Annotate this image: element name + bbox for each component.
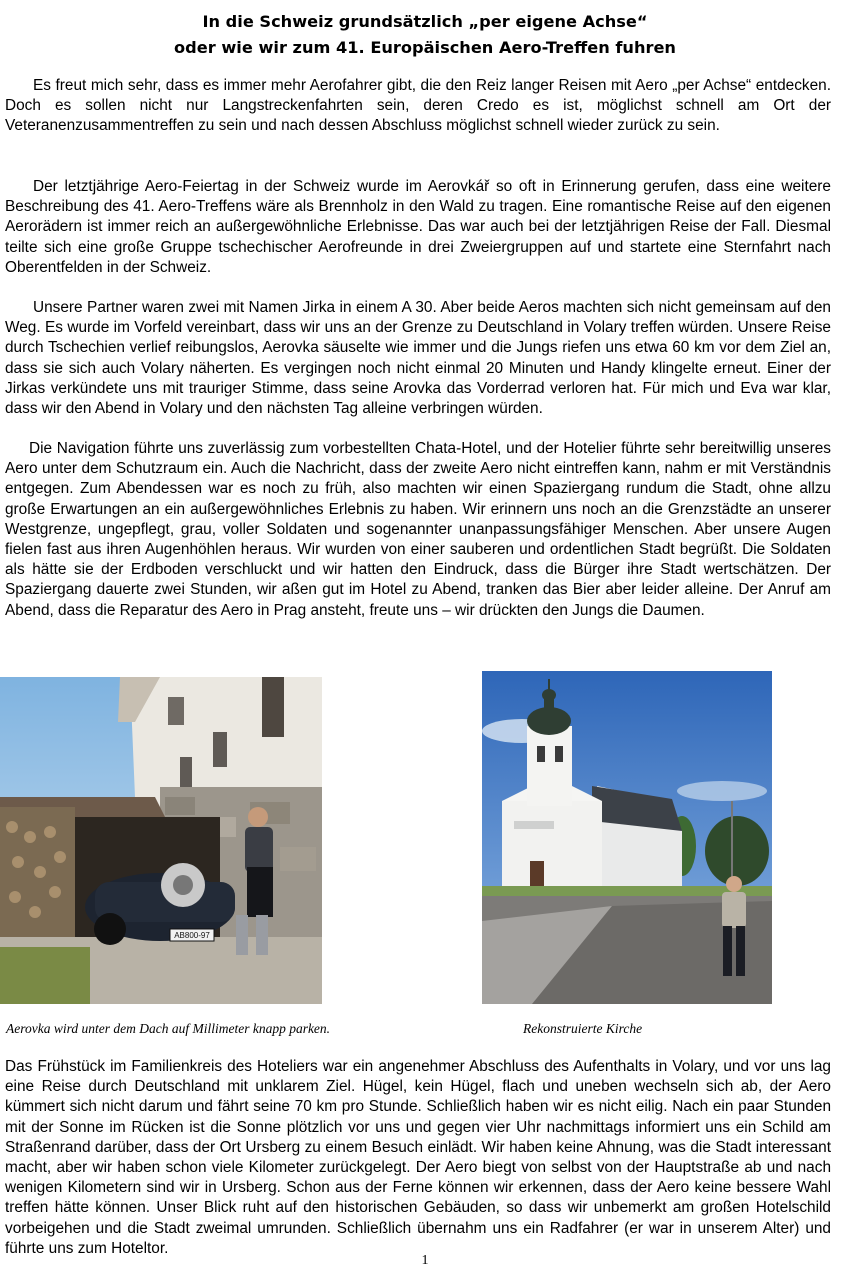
paragraph-3: Unsere Partner waren zwei mit Namen Jirka in einem A 30. Aber beide Aeros machten sich nicht gemeinsam auf den Weg. Es wurde im Vorfeld vereinbart, dass wir uns an der Grenze zu Deutschland in Volary treffen würden. Unsere Reise durch Tschechien verlief reibungslos, Aerovka säuselte wie immer und die Jungs riefen uns etwa 60 km vor dem Ziel an, dass sie sich auch Volary näherten. Es vergingen noch nicht einmal 20 Minuten und Handy klingelte erneut. Einer der Jirkas verkündete uns mit trauriger Stimme, dass seine Arovka das Vorderrad verloren hat. Für mich und Eva war klar, dass wir den Abend in Volary und den nächsten Tag alleine verbringen würden. — [5, 299, 831, 418]
page-title — [0, 9, 850, 61]
paragraph-4: Die Navigation führte uns zuverlässig zum vorbestellten Chata-Hotel, und der Hotelier führte sehr bereitwillig unseres Aero unter dem Schutzraum ein. Auch die Nachricht, dass der zweite Aero nicht eintreffen kann, nahm er mit Verständnis entgegen. Zum Abendessen war es noch zu früh, also machten wir einen Spaziergang rundum die Stadt, ohne allzu große Erwartungen an ein außergewöhnliches Erlebnis zu haben. Wir erinnern uns noch an die Grenzstädte an unserer Westgrenze, ungepflegt, grau, voller Soldaten und sogenannter unanpassungsfähiger Menschen. Aber unsere Augen fielen fast aus ihren Augenhöhlen heraus. Wir wurden von einer sauberen und ordentlichen Stadt begrüßt. Die Soldaten als hätte sie der Erdboden verschluckt und wir hatten den Eindruck, dass die Bürger ihre Stadt wertschätzen. Der Spaziergang dauerte zwei Stunden, wir aßen gut im Hotel zu Abend, tranken das Bier aber leider alleine. Der Anruf am Abend, dass die Reparatur des Aero in Prag ansteht, freute uns – wir drückten den Jungs die Daumen. — [5, 440, 831, 619]
title-line-1: In die Schweiz grundsätzlich „per eigene Achse“ — [202, 12, 648, 31]
paragraph-1: Es freut mich sehr, dass es immer mehr Aerofahrer gibt, die den Reiz langer Reisen mit Aero „per Achse“ entdecken. Doch es sollen nicht nur Langstreckenfahrten sein, deren Credo es ist, möglichst schnell am Ort der Veteranenzusammentreffen zu sein und nach dessen Abschluss möglichst schnell wieder zurück zu sein. — [5, 77, 831, 135]
license-plate-text: AB800-97 — [174, 931, 210, 940]
page-number: 1 — [421, 1253, 429, 1268]
caption-aero-parking: Aerovka wird unter dem Dach auf Millimeter knapp parken. — [6, 1021, 331, 1036]
photo-aero-parking — [0, 677, 322, 1004]
paragraph-2: Der letztjährige Aero-Feiertag in der Schweiz wurde im Aerovkář so oft in Erinnerung gerufen, dass eine weitere Beschreibung des 41. Aero-Treffens wäre als Brennholz in den Wald zu tragen. Eine romantische Reise auf den eigenen Aerorädern ist immer reich an außergewöhnliche Erlebnisse. Das war auch bei der letztjährigen Reise der Fall. Diesmal teilte sich eine große Gruppe tschechischer Aerofreunde in drei Zweiergruppen auf und startete eine Sternfahrt nach Oberentfelden in der Schweiz. — [5, 178, 831, 276]
photo-church — [482, 671, 772, 1004]
paragraph-5: Das Frühstück im Familienkreis des Hoteliers war ein angenehmer Abschluss des Aufenthalts in Volary, und vor uns lag eine Reise durch Deutschland mit unklarem Ziel. Hügel, kein Hügel, flach und uneben wechseln sich ab, der Aero kümmert sich nicht darum und fährt seine 70 km pro Stunde. Schließlich haben wir es nicht eilig. Nach ein paar Stunden mit der Sonne im Rücken ist die Sonne plötzlich vor uns und gegen vier Uhr nachmittags informiert uns ein Schild am Straßenrand darüber, dass der Ort Ursberg zu einem Besuch einlädt. Wir haben keine Ahnung, was die Stadt interessant macht, aber wir haben schon viele Kilometer zurückgelegt. Der Aero biegt von selbst von der Hauptstraße ab und nach wenigen Kilometern sind wir in Ursberg. Schon aus der Ferne können wir erkennen, dass der Aero keine bessere Wahl treffen hätte können. Unser Blick ruht auf den historischen Gebäuden, so dass wir unbemerkt am großen Hotelschild vorbeigehen und die Stadt zweimal umrunden. Schließlich übernahm uns ein Radfahrer (er war in unserem Alter) und führte uns zum Hoteltor. — [5, 1058, 831, 1257]
caption-church: Rekonstruierte Kirche — [523, 1021, 643, 1036]
title-line-2: oder wie wir zum 41. Europäischen Aero-Treffen fuhren — [174, 38, 676, 57]
